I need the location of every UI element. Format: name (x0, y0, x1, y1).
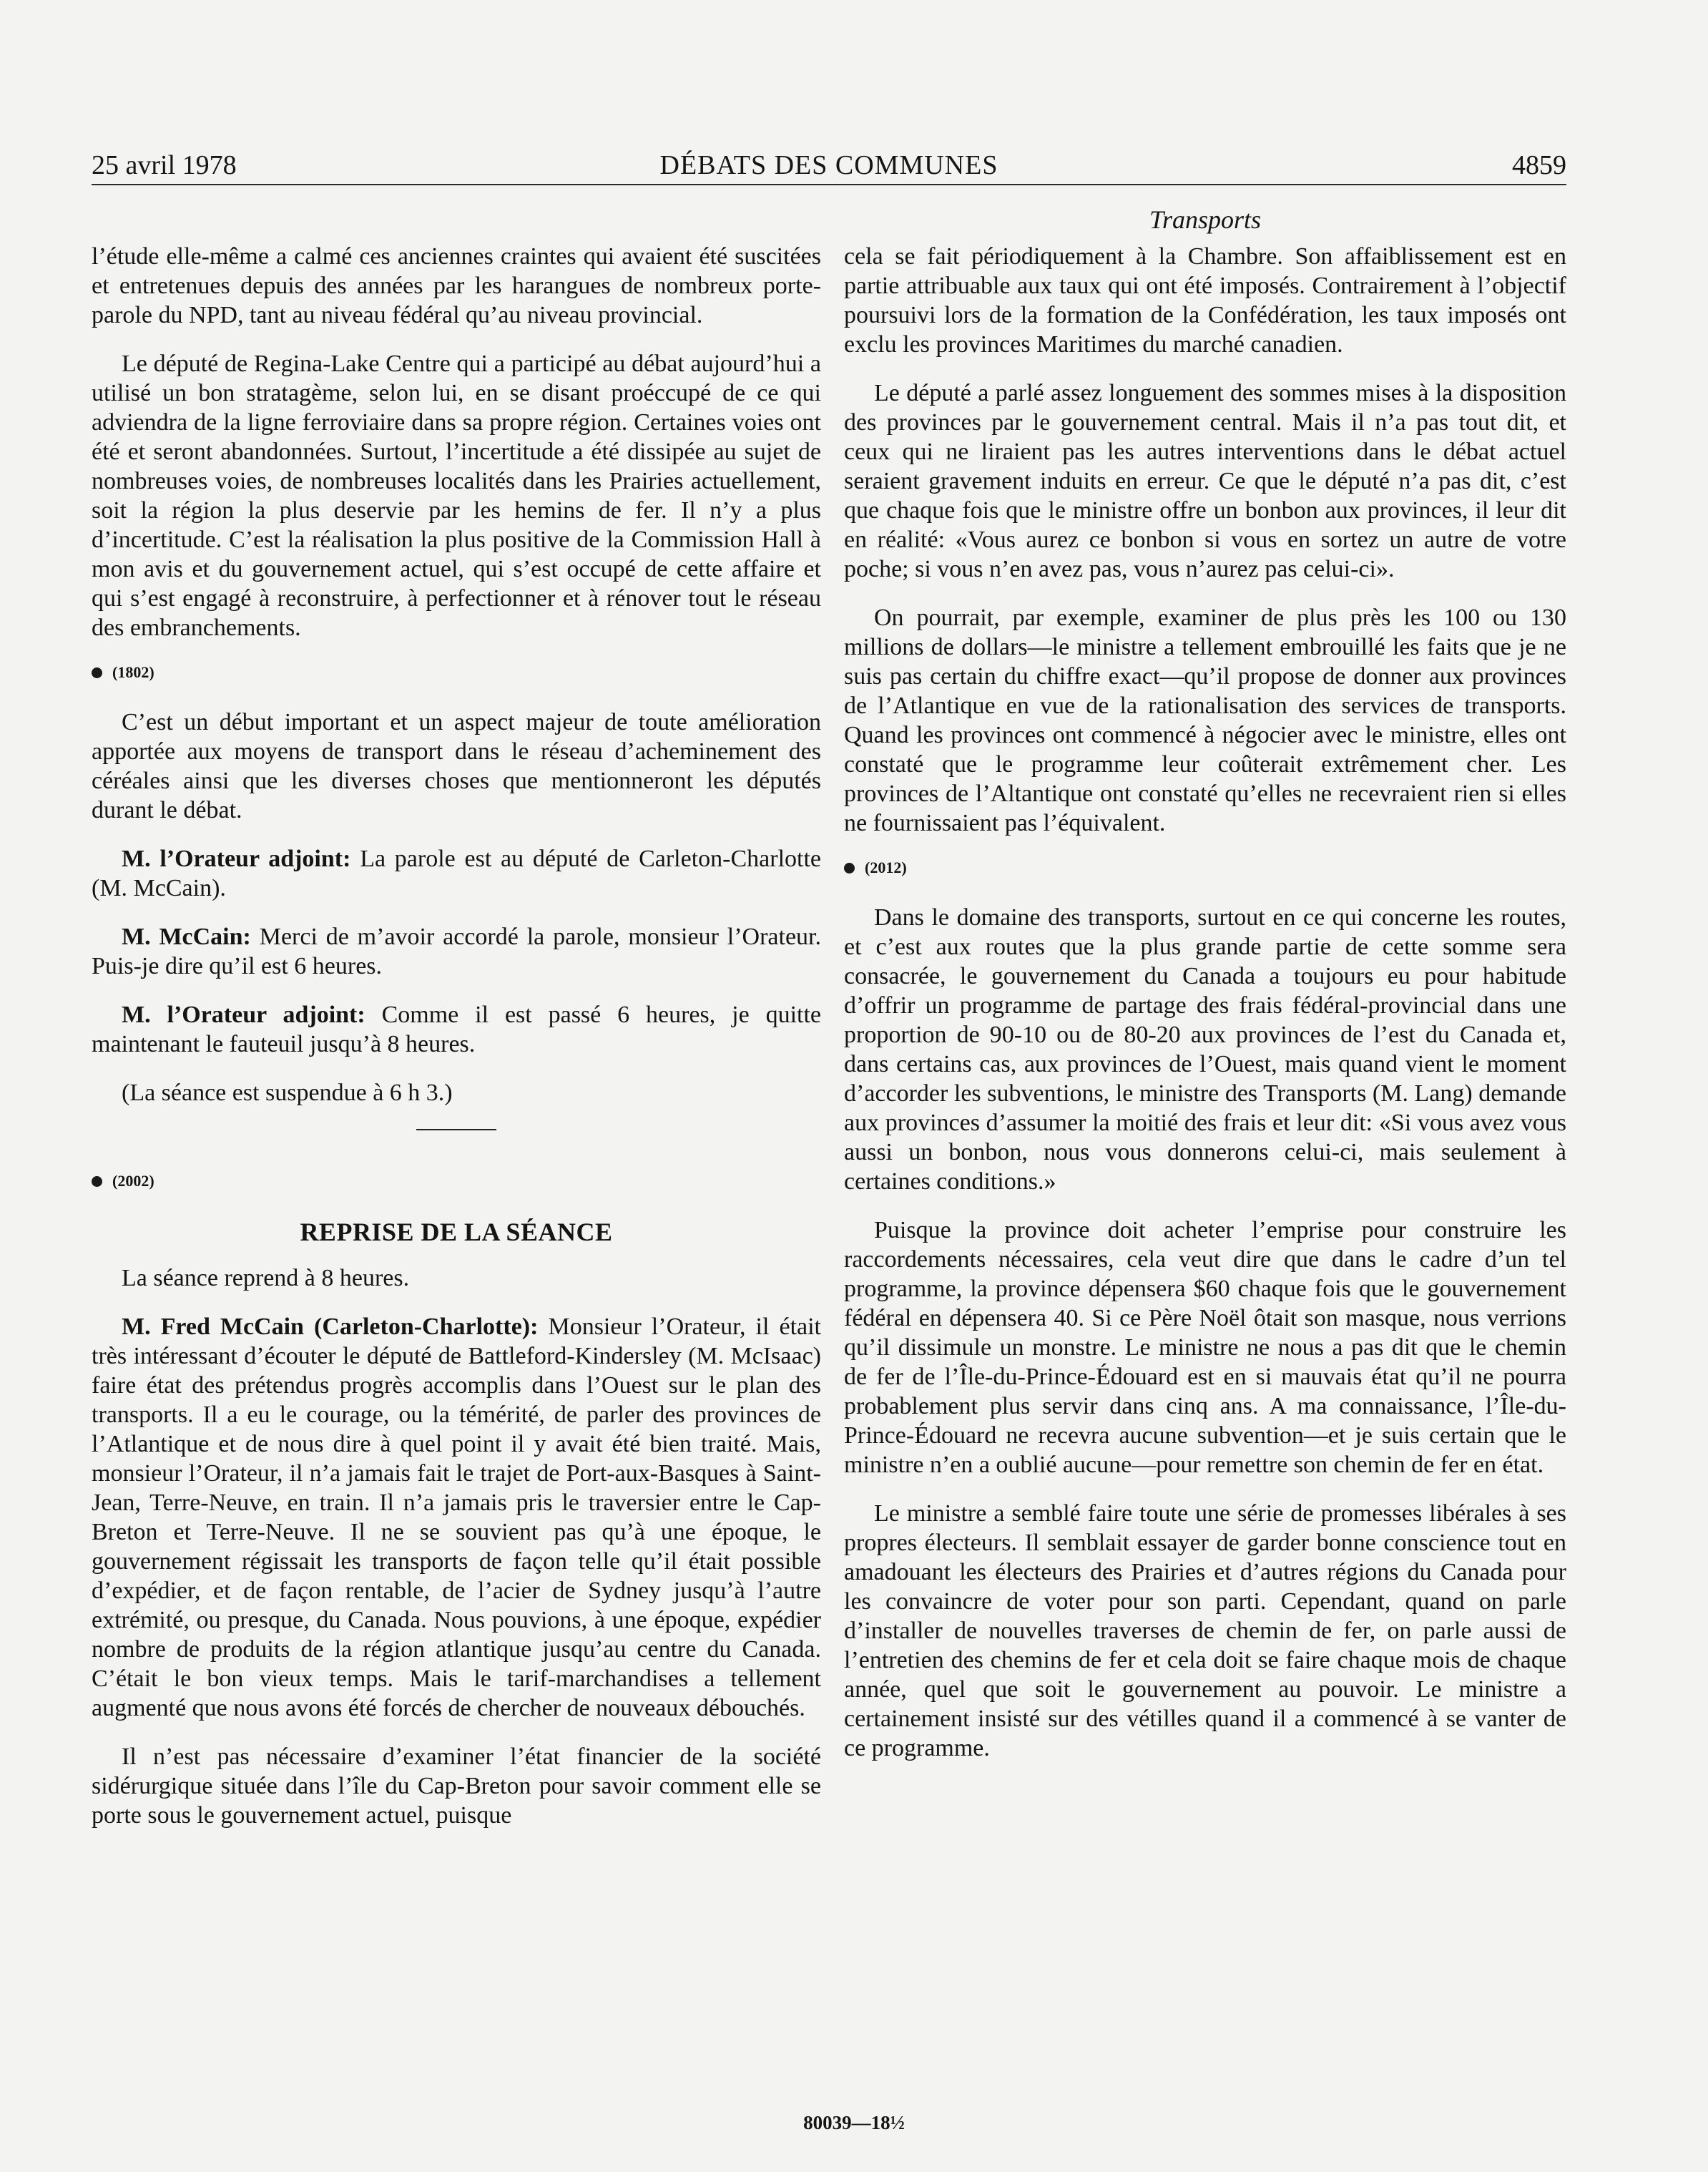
paragraph: l’étude elle-même a calmé ces anciennes craintes qui avaient été suscitées et entretenues depuis des années par les harangues de nombreux porte-parole du NPD, tant au niveau fédéral qu’au niveau provincial. (92, 243, 821, 328)
paragraph: Il n’est pas nécessaire d’examiner l’état financier de la société sidérurgique située dans l’île du Cap-Breton pour savoir comment elle se porte sous le gouvernement actuel, puisque (92, 1743, 821, 1829)
time-marker-label: (1802) (112, 663, 154, 681)
paragraph: C’est un début important et un aspect majeur de toute amélioration apportée aux moyens de transport dans le réseau d’acheminement des céréales ainsi que les diverses choses que mentionneront les députés durant le débat. (92, 709, 821, 823)
time-marker (844, 857, 1566, 879)
speech-text: Merci de m’avoir accordé la parole, monsieur l’Orateur. Puis-je dire qu’il est 6 heures. (92, 924, 821, 979)
left-column (92, 242, 821, 1849)
speech-paragraph (92, 1312, 821, 1723)
paragraph: Dans le domaine des transports, surtout en ce qui concerne les routes, et c’est aux routes que la plus grande partie de cette somme sera consacrée, le gouvernement du Canada a toujours eu pour habitude d’offrir un programme de partage des frais fédéral-provincial dans une proportion de 90-10 ou de 80-20 aux provinces de l’est du Canada et, dans certains cas, aux provinces de l’Ouest, mais quand vient le moment d’accorder les subventions, le ministre des Transports (M. Lang) demande aux provinces d’assumer la moitié des frais et leur dit: «Si vous avez vous aussi un bonbon, nous vous donnerons celui-ci, mais seulement à certaines conditions.» (844, 904, 1566, 1195)
paragraph: On pourrait, par exemple, examiner de plus près les 100 ou 130 millions de dollars—le ministre a tellement embrouillé les faits que je ne suis pas certain du chiffre exact—qu’il propose de donner aux provinces de l’Atlantique en vue de la rationalisation des services de transports. Quand les provinces ont commencé à négocier avec le ministre, elles ont constaté que le programme leur coûterait extrêmement cher. Les provinces de l’Altantique ont constaté qu’elles ne recevraient rien si elles ne fournissaient pas l’équivalent. (844, 605, 1566, 836)
time-marker-label: (2002) (112, 1172, 154, 1190)
speaker-name: M. l’Orateur adjoint: (122, 846, 351, 872)
page-footer: 80039—18½ (803, 2112, 905, 2133)
header-rule (92, 184, 1566, 185)
right-column (844, 242, 1566, 1782)
speech-paragraph (92, 844, 821, 903)
bullet-dot-icon (92, 667, 102, 678)
paragraph: La séance reprend à 8 heures. (122, 1265, 410, 1291)
header-page-number: 4859 (1512, 150, 1566, 180)
page-header (92, 147, 1566, 187)
time-marker (92, 662, 821, 683)
paragraph: Le député de Regina-Lake Centre qui a participé au débat aujourd’hui a utilisé un bon stratagème, selon lui, en se disant proéccupé de ce qui adviendra de la ligne ferroviaire dans sa propre région. Certaines voies ont été et seront abandonnées. Surtout, l’incertitude a été dissipée au sujet de nombreuses voies, de nombreuses localités dans les Prairies actuellement, soit la région la plus deservie par les hemins de fer. Il n’y a plus d’incertitude. C’est la réalisation la plus positive de la Commission Hall à mon avis et du gouvernement actuel, qui s’est occupé de cette affaire et qui s’est engagé à reconstruire, à perfectionner et à rénover tout le réseau des embranchements. (92, 351, 821, 641)
procedural-note: (La séance est suspendue à 6 h 3.) (122, 1080, 453, 1106)
paragraph: Puisque la province doit acheter l’emprise pour construire les raccordements nécessaires, cela veut dire que dans le cadre d’un tel programme, la province dépensera $60 chaque fois que le gouvernement fédéral en dépensera 40. Si ce Père Noël ôtait son masque, nous verrions qu’il dissimule un monstre. Le ministre ne nous a pas dit que le chemin de fer de l’Île-du-Prince-Édouard est en si mauvais état qu’il ne pourra probablement plus servir dans cinq ans. A ma connaissance, l’Île-du-Prince-Édouard ne recevra aucune subvention—et je suis certain que le ministre n’en a oublié aucune—pour remettre son chemin de fer en état. (844, 1217, 1566, 1478)
bullet-dot-icon (844, 863, 855, 874)
speaker-name: M. l’Orateur adjoint: (122, 1002, 365, 1028)
paragraph: cela se fait périodiquement à la Chambre. Son affaiblissement est en partie attribuable aux taux qui ont été imposés. Contrairement à l’objectif poursuivi lors de la formation de la Confédération, les taux imposés ont exclu les provinces Maritimes du marché canadien. (844, 243, 1566, 358)
section-title: Transports (1149, 205, 1262, 234)
speech-text: La parole est au député de Carleton-Charlotte (M. McCain). (92, 846, 821, 901)
speech-paragraph (92, 922, 821, 981)
time-marker (92, 1170, 821, 1192)
header-title: DÉBATS DES COMMUNES (659, 150, 998, 180)
speech-text: Monsieur l’Orateur, il était très intéressant d’écouter le député de Battleford-Kindersley (M. McIsaac) faire état des prétendus progrès accomplis dans l’Ouest sur le plan des transports. Il a eu le courage, ou la témérité, de parler des provinces de l’Atlantique et de nous dire à quel point il y avait été bien traité. Mais, monsieur l’Orateur, il n’a jamais fait le trajet de Port-aux-Basques à Saint-Jean, Terre-Neuve, en train. Il n’a jamais pris le traversier entre le Cap-Breton et Terre-Neuve. Il ne se souvient pas qu’à une époque, le gouvernement régissait les transports de façon telle qu’il était possible d’expédier, et de façon rentable, de l’acier de Sydney jusqu’à l’autre extrémité, ou presque, du Canada. Nous pouvions, à une époque, expédier nombre de produits de la région atlantique jusqu’au centre du Canada. C’était le bon vieux temps. Mais le tarif-marchandises a tellement augmenté que nous avons été forcés de chercher de nouveaux débouchés. (92, 1314, 821, 1721)
speech-paragraph (92, 1000, 821, 1059)
section-heading: REPRISE DE LA SÉANCE (300, 1218, 613, 1246)
header-date: 25 avril 1978 (92, 150, 237, 180)
bullet-dot-icon (92, 1176, 102, 1187)
speech-text: Comme il est passé 6 heures, je quitte maintenant le fauteuil jusqu’à 8 heures. (92, 1002, 822, 1057)
section-divider (416, 1129, 496, 1130)
time-marker-label: (2012) (865, 858, 907, 876)
paragraph: Le député a parlé assez longuement des sommes mises à la disposition des provinces par le gouvernement central. Mais il n’a pas tout dit, et ceux qui ne liraient pas les autres interventions dans le débat actuel seraient gravement induits en erreur. Ce que le député n’a pas dit, c’est que chaque fois que le ministre offre un bonbon aux provinces, il leur dit en réalité: «Vous aurez ce bonbon si vous en sortez un autre de votre poche; si vous n’en avez pas, vous n’aurez pas celui-ci». (844, 380, 1566, 582)
paragraph: Le ministre a semblé faire toute une série de promesses libérales à ses propres électeurs. Il semblait essayer de garder bonne conscience tout en amadouant les électeurs des Prairies et d’autres régions du Canada pour les convaincre de voter pour son parti. Cependant, quand on parle d’installer de nouvelles traverses de chemin de fer, on parle aussi de l’entretien des chemins de fer et cela doit se faire chaque mois de chaque année, quel que soit le gouvernement au pouvoir. Le ministre a certainement insisté sur des vétilles quand il a commencé à se vanter de ce programme. (844, 1500, 1566, 1761)
speaker-name: M. McCain: (122, 924, 251, 950)
speaker-name: M. Fred McCain (Carleton-Charlotte): (122, 1314, 539, 1340)
